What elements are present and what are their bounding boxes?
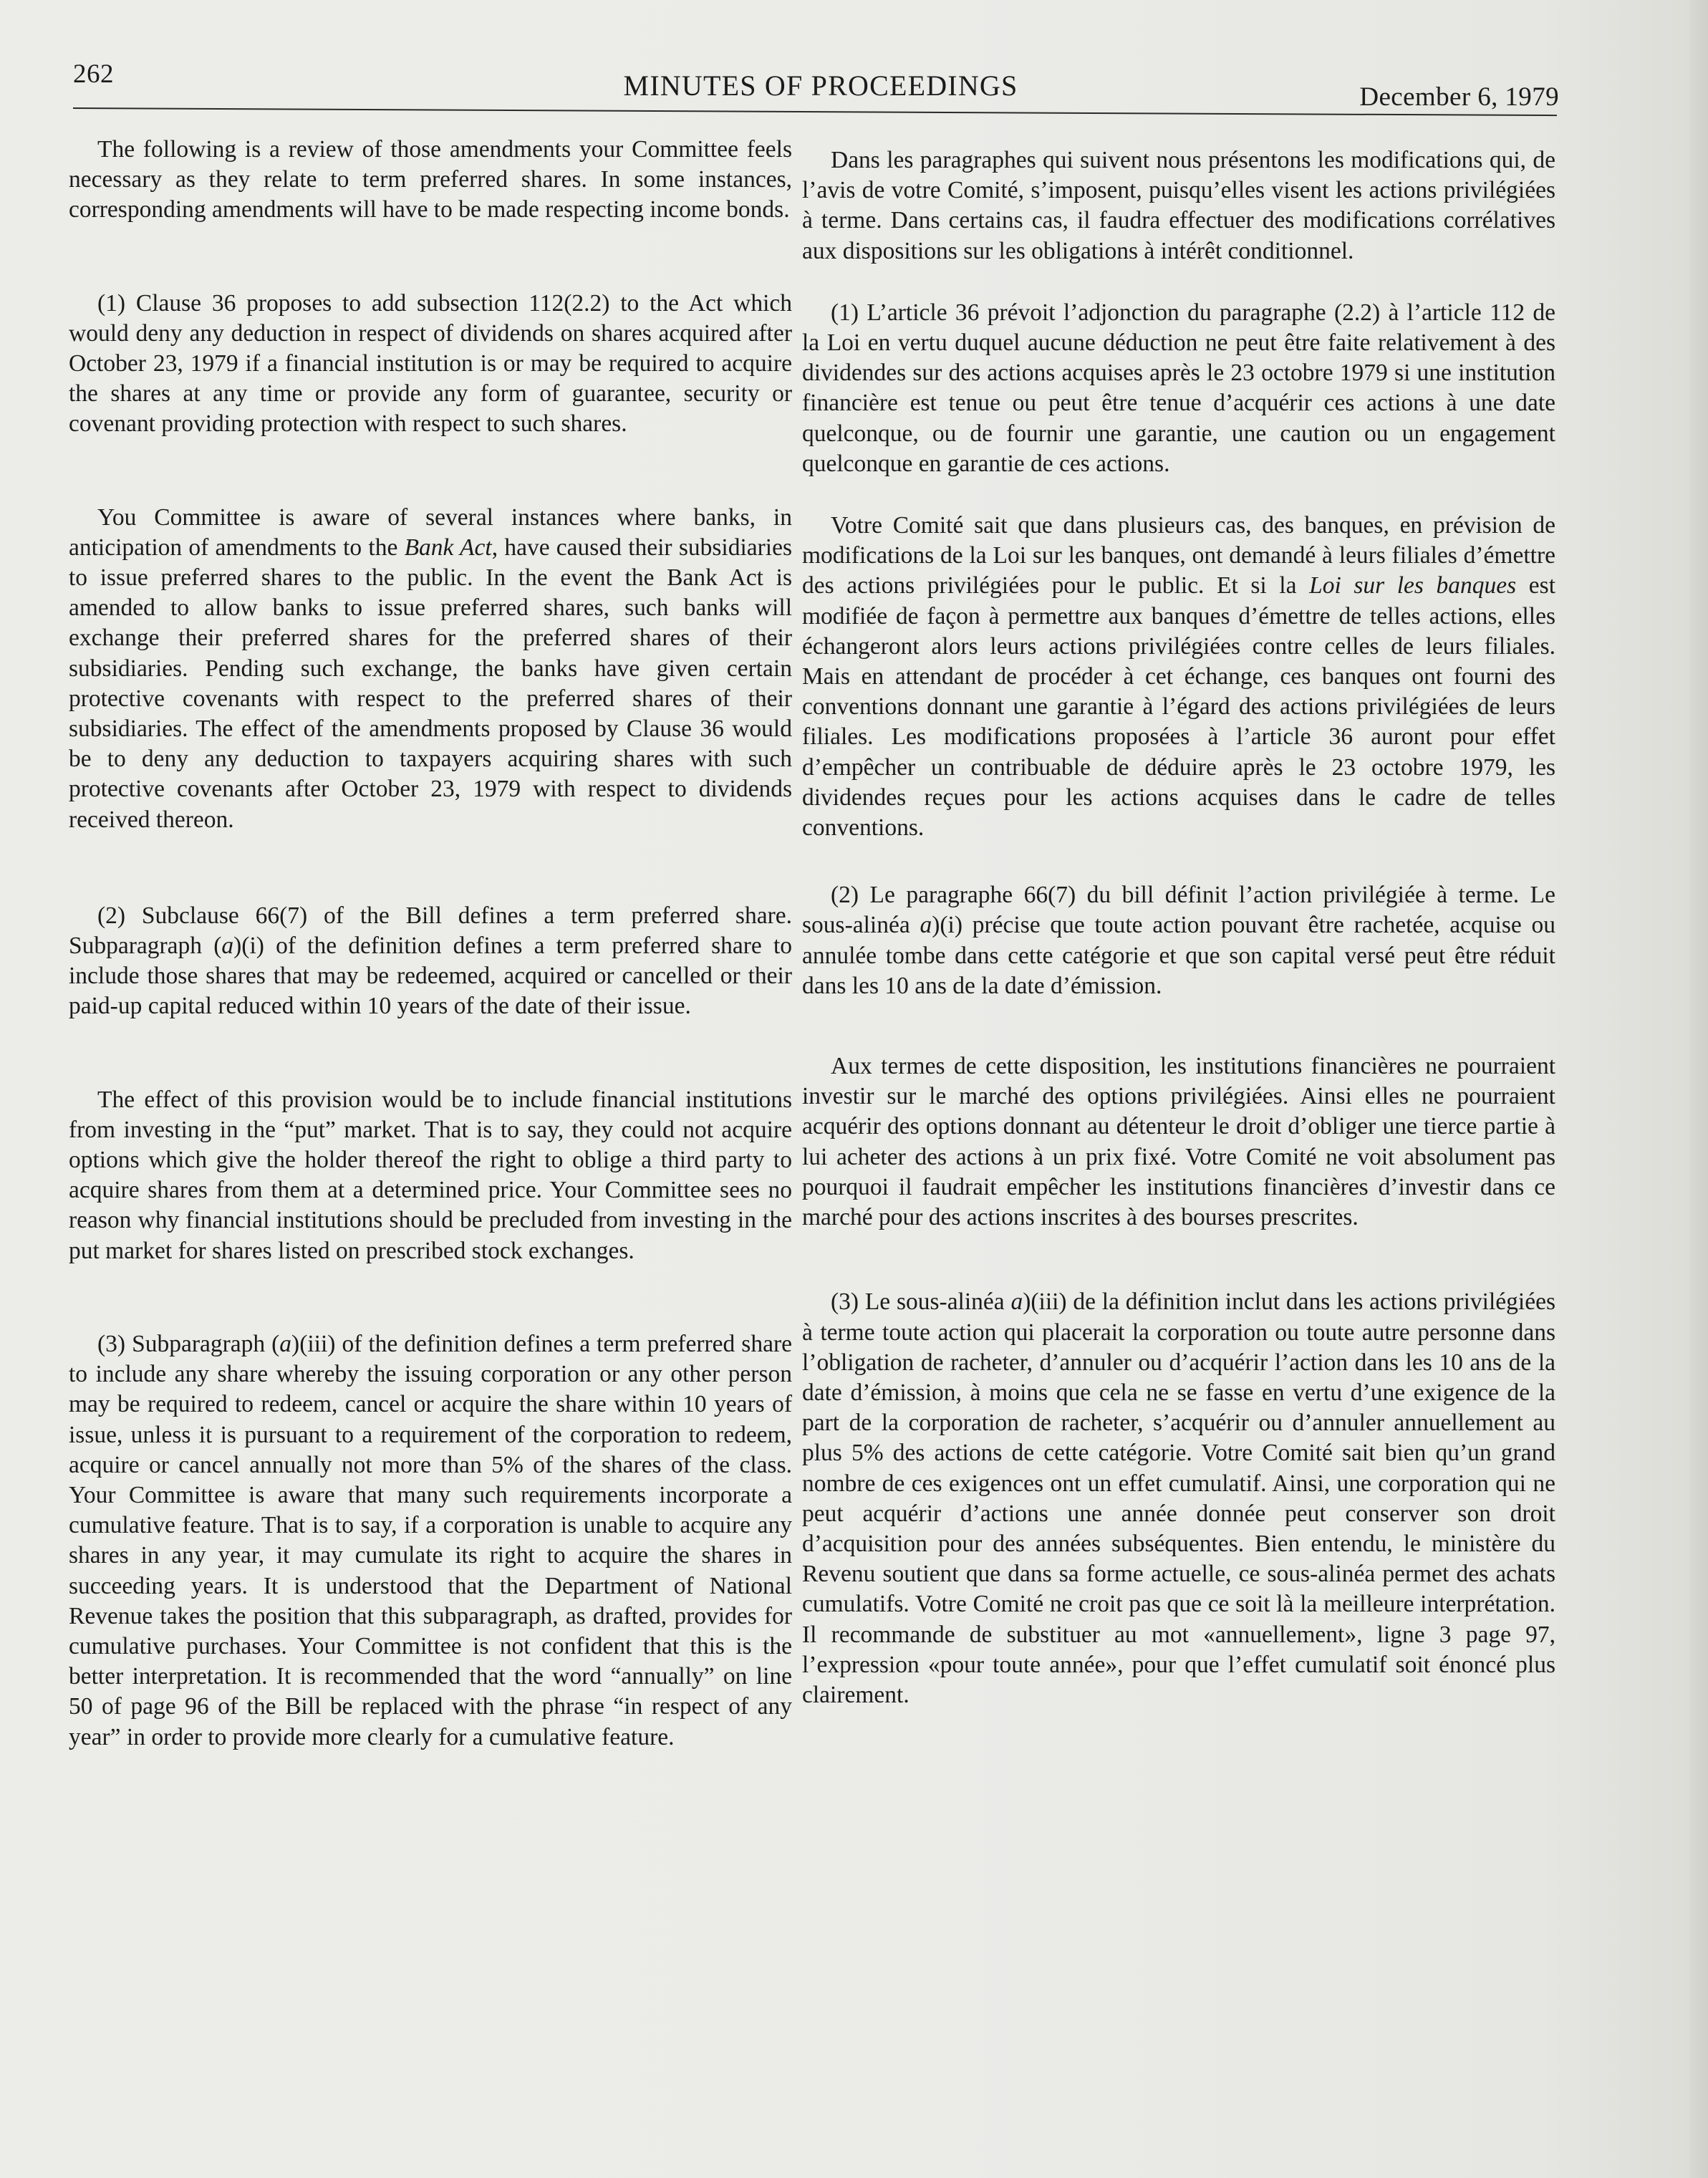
en-p4-text-a: (2) Subclause 66(7) of the Bill defines a term preferred share. Subparagraph ( — [69, 902, 792, 960]
fr-p4-italic: a — [920, 912, 932, 939]
en-p6-text-b: )(iii) of the definition defines a term preferred share to include any share whereby the issuing corporation or any other person may be required to redeem, cancel or acquire the share within 10 years of issue, unless it is pursuant to a requirement of the corporation to redeem, acquire or cancel annually not more than 5% of the shares of the class. Your Committee is aware that many such requirements incorporate a cumulative feature. That is to say, if a corporation is unable to acquire any shares in any year, it may cumulate its right to acquire the shares in succeeding years. It is understood that the Department of National Revenue takes the position that this subparagraph, as drafted, provides for cumulative purchases. Your Committee is not confident that this is the better interpretation. It is recommended that the word “annually” on line 50 of page 96 of the Bill be replaced with the phrase “in respect of any year” in order to provide more clearly for a cumulative feature. — [69, 1330, 792, 1750]
en-p6-italic: a — [279, 1330, 292, 1357]
fr-p3-text-a: Votre Comité sait que dans plusieurs cas, des banques, en prévision de modifications de la Loi sur les banques, ont demandé à leurs filiales d’émettre des actions privilégiées pour le public. Et si la — [802, 512, 1555, 599]
page-number: 262 — [73, 59, 114, 89]
en-p4-italic: a — [221, 933, 234, 960]
page-binding-edge — [1689, 0, 1708, 2178]
en-paragraph-6 — [69, 1329, 792, 1753]
fr-paragraph-5: Aux termes de cette disposition, les institutions financières ne pourraient investir sur le marché des options privilégiées. Ainsi elles ne pourraient acquérir des options donnant au détenteur le droit d’obliger une tierce partie à lui acheter des actions à un prix fixé. Votre Comité ne voit absolument pas pourquoi il faudrait empêcher les institutions financières d’investir dans ce marché pour des actions inscrites à des bourses prescrites. — [802, 1053, 1555, 1231]
en-p3-text-a: You Committee is aware of several instances where banks, in anticipation of amendments to the — [69, 503, 792, 561]
en-paragraph-4 — [69, 901, 792, 1022]
running-date: December 6, 1979 — [1359, 82, 1559, 112]
fr-p6-text-b: )(iii) de la définition inclut dans les actions privilégiées à terme toute action qui placerait la corporation ou toute autre personne dans l’obligation de racheter, d’annuler ou d’acquérir l’action dans les 10 ans de la date d’émission, à moins que cela ne se fasse en vertu d’une exigence de la part de la corporation de racheter, s’acquérir ou d’annuler annuellement au plus 5% des actions de cette catégorie. Votre Comité sait bien qu’un grand nombre de ces exigences ont un effet cumulatif. Ainsi, une corporation qui ne peut acquérir d’actions une année donnée peut conserver son droit d’acquisition pour des années subséquentes. Bien entendu, le ministère du Revenu soutient que dans sa forme actuelle, ce sous-alinéa permet des achats cumulatifs. Votre Comité ne croit pas que ce soit là la meilleure interprétation. Il recommande de substituer au mot «annuellement», ligne 3 page 97, l’expression «pour toute année», pour que l’effet cumulatif soit énoncé plus clairement. — [802, 1288, 1555, 1708]
en-paragraph-1: The following is a review of those amendments your Committee feels necessary as they relate to term preferred shares. In some instances, corresponding amendments will have to be made respecting income bonds. — [69, 136, 792, 223]
fr-paragraph-1: Dans les paragraphes qui suivent nous présentons les modifications qui, de l’avis de votre Comité, s’imposent, puisqu’elles visent les actions privilégiées à terme. Dans certains cas, il faudra effectuer des modifications corrélatives aux dispositions sur les obligations à intérêt conditionnel. — [802, 147, 1555, 264]
fr-p4-text-b: )(i) précise que toute action pouvant être rachetée, acquise ou annulée tombe dans cette catégorie et que son capital versé peut être réduit dans les 10 ans de la date d’émission. — [802, 912, 1556, 999]
fr-p4-text-a: (2) Le paragraphe 66(7) du bill définit l’action privilégiée à terme. Le sous-alinéa — [802, 882, 1555, 939]
en-paragraph-2: (1) Clause 36 proposes to add subsection 112(2.2) to the Act which would deny any deduction in respect of dividends on shares acquired after October 23, 1979 if a financial institution is or may be required to acquire the shares at any time or provide any form of guarantee, security or covenant providing protection with respect to such shares. — [69, 289, 792, 438]
en-p3-text-b: , have caused their subsidiaries to issue preferred shares to the public. In the event the Bank Act is amended to allow banks to issue preferred shares, such banks will exchange their preferred shares for the preferred shares of their subsidiaries. Pending such exchange, the banks have given certain protective covenants with respect to the preferred shares of their subsidiaries. The effect of the amendments proposed by Clause 36 would be to deny any deduction to taxpayers acquiring shares with such protective covenants after October 23, 1979 with respect to dividends received thereon. — [69, 534, 793, 833]
english-column — [69, 135, 792, 1753]
en-p4-text-b: )(i) of the definition defines a term preferred share to include those shares that may be redeemed, acquired or cancelled or their paid-up capital reduced within 10 years of the date of their issue. — [69, 933, 792, 1020]
en-paragraph-3 — [69, 503, 792, 835]
fr-paragraph-3 — [802, 511, 1555, 843]
fr-paragraph-4 — [802, 880, 1555, 1001]
en-p3-italic: Bank Act — [404, 534, 492, 561]
french-column — [802, 145, 1555, 1710]
en-paragraph-5: The effect of this provision would be to include financial institutions from investing in the “put” market. That is to say, they could not acquire options which give the holder thereof the right to oblige a third party to acquire shares from them at a determined price. Your Committee sees no reason why financial institutions should be precluded from investing in the put market for shares listed on prescribed stock exchanges. — [69, 1086, 792, 1264]
running-title: MINUTES OF PROCEEDINGS — [623, 69, 1018, 102]
fr-p6-text-a: (3) Le sous-alinéa — [831, 1288, 1011, 1316]
fr-p3-italic: Loi sur les banques — [1309, 572, 1517, 599]
fr-paragraph-6 — [802, 1287, 1555, 1710]
header-rule — [73, 107, 1557, 116]
en-p6-text-a: (3) Subparagraph ( — [97, 1330, 280, 1357]
fr-paragraph-2: (1) L’article 36 prévoit l’adjonction du paragraphe (2.2) à l’article 112 de la Loi en vertu duquel aucune déduction ne peut être faite relativement à des dividendes sur des actions acquises après le 23 octobre 1979 si une institution financière est tenue ou peut être tenue d’acquérir ces actions à une date quelconque, ou de fournir une garantie, une caution ou un engagement quelconque en garantie de ces actions. — [802, 299, 1555, 477]
fr-p6-italic: a — [1010, 1288, 1023, 1316]
fr-p3-text-b: est modifiée de façon à permettre aux banques d’émettre de telles actions, elles échangeront alors leurs actions privilégiées contre celles de leurs filiales. Mais en attendant de procéder à cet échange, ces banques ont fourni des conventions donnant une garantie à l’égard des actions privilégiées de leurs filiales. Les modifications proposées à l’article 36 auront pour effet d’empêcher un contribuable de déduire après le 23 octobre 1979, les dividendes reçues pour les actions acquises dans le cadre de telles conventions. — [802, 572, 1555, 842]
